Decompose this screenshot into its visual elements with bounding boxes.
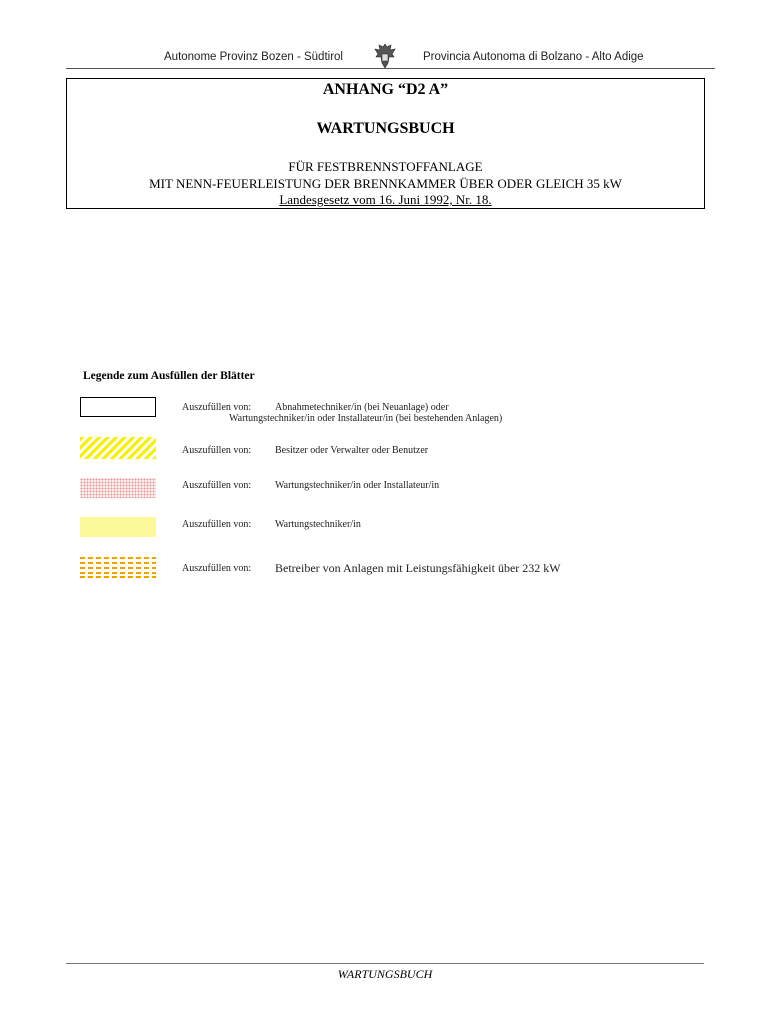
legend-label: Auszufüllen von:	[182, 519, 252, 530]
legend-swatch-yellow-hatch	[80, 437, 156, 459]
legend-description: Wartungstechniker/in oder Installateur/in	[275, 480, 440, 491]
subtitle-line-2: MIT NENN-FEUERLEISTUNG DER BRENNKAMMER ÜBER ODER GLEICH 35 kW	[149, 176, 622, 191]
document-title: WARTUNGSBUCH	[316, 120, 455, 137]
legend-description: Betreiber von Anlagen mit Leistungsfähigkeit über 232 kW	[275, 561, 561, 575]
legend-description: Besitzer oder Verwalter oder Benutzer	[275, 445, 429, 456]
header-right-text: Provincia Autonoma di Bolzano - Alto Adige	[423, 51, 644, 63]
legend-swatch-orange-dashes	[80, 556, 156, 578]
law-reference: Landesgesetz vom 16. Juni 1992, Nr. 18.	[279, 192, 492, 207]
legend-swatch-plain	[80, 397, 156, 417]
legend-swatch-light-yellow	[80, 517, 156, 537]
annex-label: ANHANG “D2 A”	[322, 81, 449, 98]
header-divider	[66, 68, 715, 69]
footer-divider	[66, 963, 704, 964]
legend-label: Auszufüllen von:	[182, 402, 252, 413]
legend-description: Abnahmetechniker/in (bei Neuanlage) oder	[275, 402, 449, 413]
legend-title: Legende zum Ausfüllen der Blätter	[83, 370, 255, 382]
title-box	[66, 78, 705, 209]
legend-description: Wartungstechniker/in	[275, 519, 361, 530]
eagle-crest-icon	[374, 43, 396, 69]
legend-swatch-red-dots	[80, 478, 156, 498]
header-left-text: Autonome Provinz Bozen - Südtirol	[164, 51, 343, 63]
footer-text: WARTUNGSBUCH	[337, 967, 433, 981]
legend-label: Auszufüllen von:	[182, 480, 252, 491]
subtitle-line-1: FÜR FESTBRENNSTOFFANLAGE	[288, 159, 483, 174]
legend-description-line-2: Wartungstechniker/in oder Installateur/in (bei bestehenden Anlagen)	[229, 413, 503, 424]
legend-label: Auszufüllen von:	[182, 445, 252, 456]
legend-label: Auszufüllen von:	[182, 563, 252, 574]
